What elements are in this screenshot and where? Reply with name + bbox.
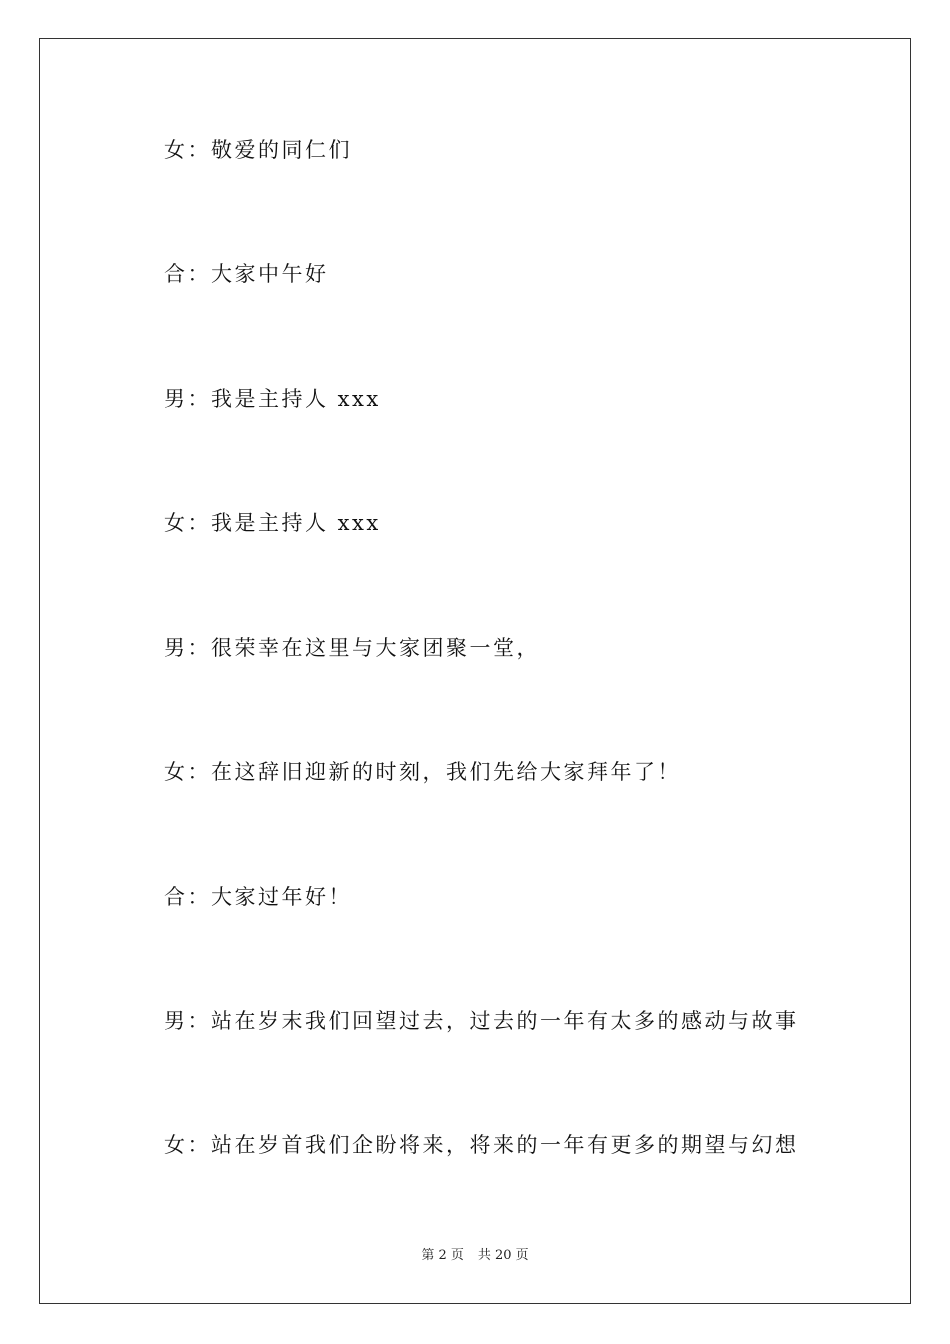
page-number: 第 2 页 xyxy=(421,1248,464,1263)
dialogue-line: 男：我是主持人 xxx xyxy=(164,387,381,411)
dialogue-line: 女：我是主持人 xxx xyxy=(164,511,381,535)
dialogue-line: 女：站在岁首我们企盼将来，将来的一年有更多的期望与幻想 xyxy=(164,1133,799,1157)
dialogue-line: 合：大家过年好！ xyxy=(164,885,352,909)
dialogue-line: 女：敬爱的同仁们 xyxy=(164,138,352,162)
dialogue-line: 男：很荣幸在这里与大家团聚一堂， xyxy=(164,636,540,660)
dialogue-line: 合：大家中午好 xyxy=(164,262,329,286)
dialogue-line: 女：在这辞旧迎新的时刻，我们先给大家拜年了！ xyxy=(164,760,681,784)
page-border xyxy=(39,38,911,1304)
page-footer xyxy=(0,1247,950,1265)
dialogue-line: 男：站在岁末我们回望过去，过去的一年有太多的感动与故事 xyxy=(164,1009,799,1033)
page-total: 共 20 页 xyxy=(477,1248,529,1263)
